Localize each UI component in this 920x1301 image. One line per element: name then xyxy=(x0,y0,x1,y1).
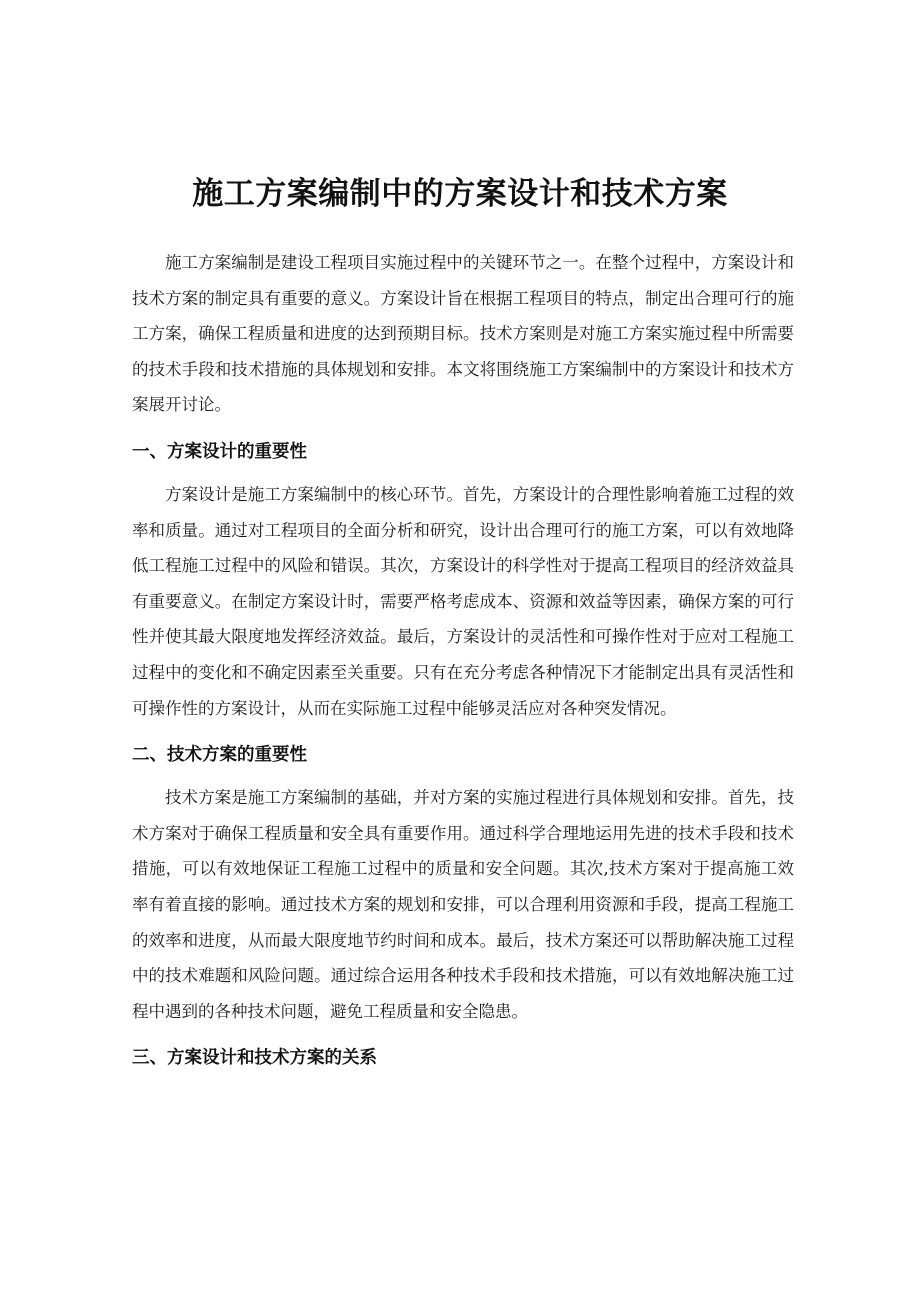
spacer xyxy=(132,1029,794,1043)
spacer xyxy=(132,467,794,477)
section-heading-3: 三、方案设计和技术方案的关系 xyxy=(132,1048,377,1069)
spacer xyxy=(132,770,794,780)
spacer xyxy=(132,423,794,437)
section-heading-2: 二、技术方案的重要性 xyxy=(132,745,307,766)
section-paragraph-1: 方案设计是施工方案编制中的核心环节。首先，方案设计的合理性影响着施工过程的效率和质量。通过对工程项目的全面分析和研究，设计出合理可行的施工方案，可以有效地降低工程施工过程中的风险和错误。其次，方案设计的科学性对于提高工程项目的经济效益具有重要意义。在制定方案设计时，需要严格考虑成本、资源和效益等因素，确保方案的可行性并使其最大限度地发挥经济效益。最后，方案设计的灵活性和可操作性对于应对工程施工过程中的变化和不确定因素至关重要。只有在充分考虑各种情况下才能制定出具有灵活性和可操作性的方案设计，从而在实际施工过程中能够灵活应对各种突发情况。 xyxy=(132,484,794,718)
document-body xyxy=(132,245,794,1073)
document-title: 施工方案编制中的方案设计和技术方案 xyxy=(192,176,728,212)
spacer xyxy=(132,726,794,740)
intro-paragraph: 施工方案编制是建设工程项目实施过程中的关键环节之一。在整个过程中，方案设计和技术方案的制定具有重要的意义。方案设计旨在根据工程项目的特点，制定出合理可行的施工方案，确保工程质量和进度的达到预期目标。技术方案则是对施工方案实施过程中所需要的技术手段和技术措施的具体规划和安排。本文将围绕施工方案编制中的方案设计和技术方案展开讨论。 xyxy=(132,253,794,415)
section-paragraph-2: 技术方案是施工方案编制的基础，并对方案的实施过程进行具体规划和安排。首先，技术方案对于确保工程质量和安全具有重要作用。通过科学合理地运用先进的技术手段和技术措施，可以有效地保证工程施工过程中的质量和安全问题。其次,技术方案对于提高施工效率有着直接的影响。通过技术方案的规划和安排，可以合理利用资源和手段，提高工程施工的效率和进度，从而最大限度地节约时间和成本。最后，技术方案还可以帮助解决施工过程中的技术难题和风险问题。通过综合运用各种技术手段和技术措施，可以有效地解决施工过程中遇到的各种技术问题，避免工程质量和安全隐患。 xyxy=(132,788,794,1021)
section-heading-1: 一、方案设计的重要性 xyxy=(132,441,307,462)
